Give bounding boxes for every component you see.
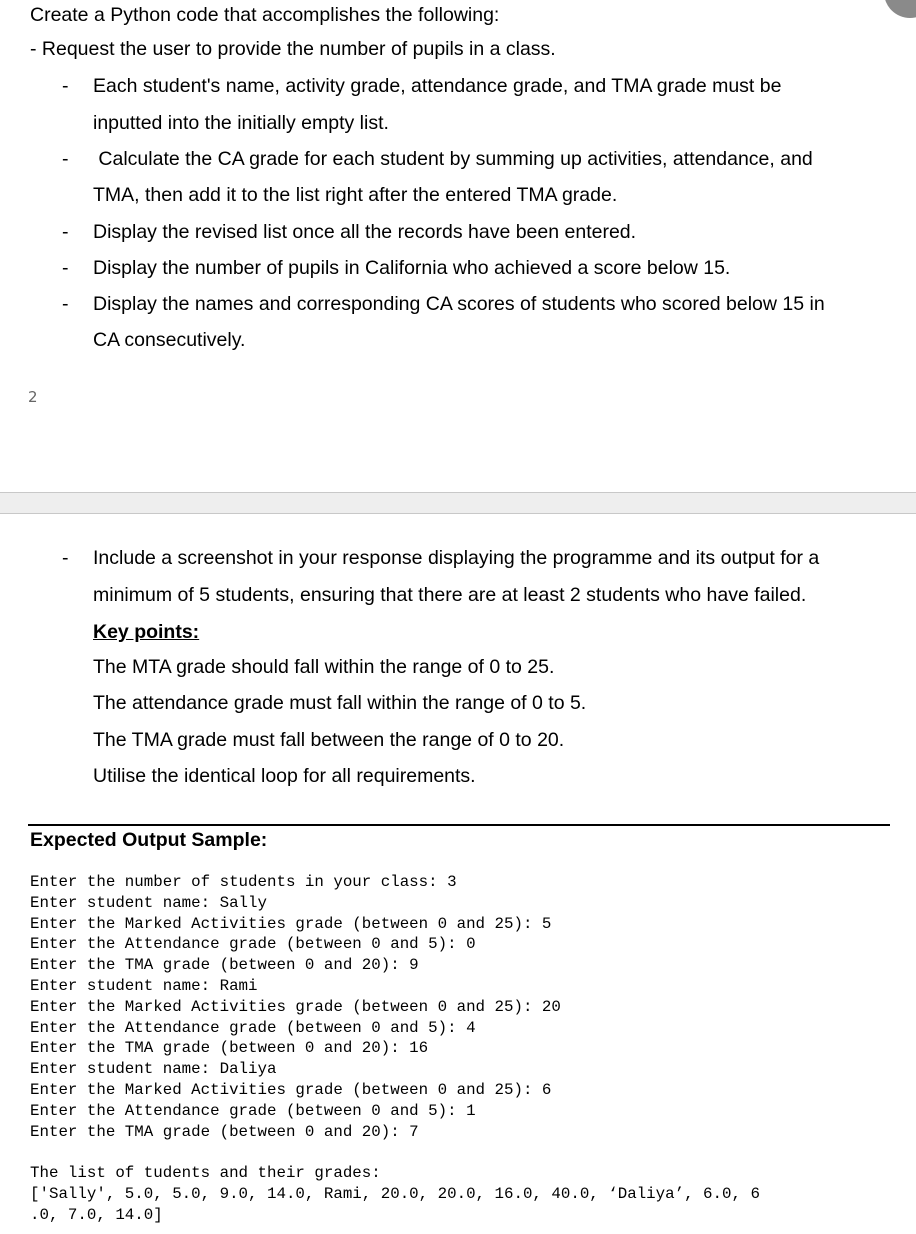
- console-output-line: ['Sally', 5.0, 5.0, 9.0, 14.0, Rami, 20.0, 20.0, 16.0, 40.0, ‘Daliya’, 6.0, 6: [30, 1185, 760, 1203]
- bullet-dash: -: [62, 148, 69, 170]
- bullet-dash: -: [62, 547, 69, 569]
- requirement-1-line-1: Each student's name, activity grade, attendance grade, and TMA grade must be: [93, 75, 782, 97]
- first-requirement: - Request the user to provide the number of pupils in a class.: [30, 38, 556, 60]
- corner-shadow: [884, 0, 916, 18]
- bullet-dash: -: [62, 293, 69, 315]
- requirement-2-line-1: Calculate the CA grade for each student by summing up activities, attendance, and: [93, 148, 813, 170]
- console-line: Enter the number of students in your class: 3: [30, 873, 457, 891]
- key-point: The MTA grade should fall within the range of 0 to 25.: [93, 656, 555, 678]
- console-line: Enter the Attendance grade (between 0 and 5): 1: [30, 1101, 476, 1120]
- console-line: Enter the Attendance grade (between 0 and 5): 4: [30, 1018, 476, 1037]
- bullet-dash: -: [62, 257, 69, 279]
- intro-text: Create a Python code that accomplishes the following:: [30, 4, 500, 26]
- key-point: The TMA grade must fall between the range of 0 to 20.: [93, 729, 565, 751]
- console-line: Enter student name: Sally: [30, 893, 267, 912]
- page-break: [0, 492, 916, 514]
- console-line: Enter the Attendance grade (between 0 and 5): 0: [30, 935, 476, 954]
- page-number: 2: [28, 388, 38, 406]
- console-output-line: The list of tudents and their grades:: [30, 1164, 381, 1182]
- key-point: The attendance grade must fall within the range of 0 to 5.: [93, 692, 587, 714]
- requirement-2-line-2: TMA, then add it to the list right after the entered TMA grade.: [93, 184, 618, 206]
- console-line: Enter the Marked Activities grade (between 0 and 25): 6: [30, 1081, 552, 1099]
- bullet-dash: -: [62, 75, 69, 97]
- screenshot-requirement-line-2: minimum of 5 students, ensuring that there are at least 2 students who have failed.: [93, 584, 807, 606]
- console-line: Enter the TMA grade (between 0 and 20): 9: [30, 956, 419, 975]
- console-line: Enter the TMA grade (between 0 and 20): 7: [30, 1122, 419, 1141]
- requirement-1-line-2: inputted into the initially empty list.: [93, 112, 389, 134]
- requirement-4: Display the number of pupils in California who achieved a score below 15.: [93, 257, 731, 279]
- console-line: Enter student name: Rami: [30, 977, 258, 995]
- section-divider: [28, 824, 890, 826]
- sample-heading: Expected Output Sample:: [30, 829, 268, 851]
- bullet-dash: -: [62, 221, 69, 243]
- console-output-line: .0, 7.0, 14.0]: [30, 1206, 163, 1224]
- requirement-5-line-1: Display the names and corresponding CA scores of students who scored below 15 in: [93, 293, 825, 315]
- console-line: Enter student name: Daliya: [30, 1060, 277, 1079]
- requirement-3: Display the revised list once all the records have been entered.: [93, 221, 637, 243]
- key-points-heading: Key points:: [93, 621, 200, 643]
- console-line: Enter the Marked Activities grade (between 0 and 25): 20: [30, 997, 561, 1016]
- console-line: Enter the TMA grade (between 0 and 20): 16: [30, 1039, 429, 1058]
- screenshot-requirement-line-1: Include a screenshot in your response displaying the programme and its output for a: [93, 547, 820, 569]
- key-point: Utilise the identical loop for all requirements.: [93, 765, 476, 787]
- requirement-5-line-2: CA consecutively.: [93, 329, 246, 351]
- console-line: Enter the Marked Activities grade (between 0 and 25): 5: [30, 914, 552, 933]
